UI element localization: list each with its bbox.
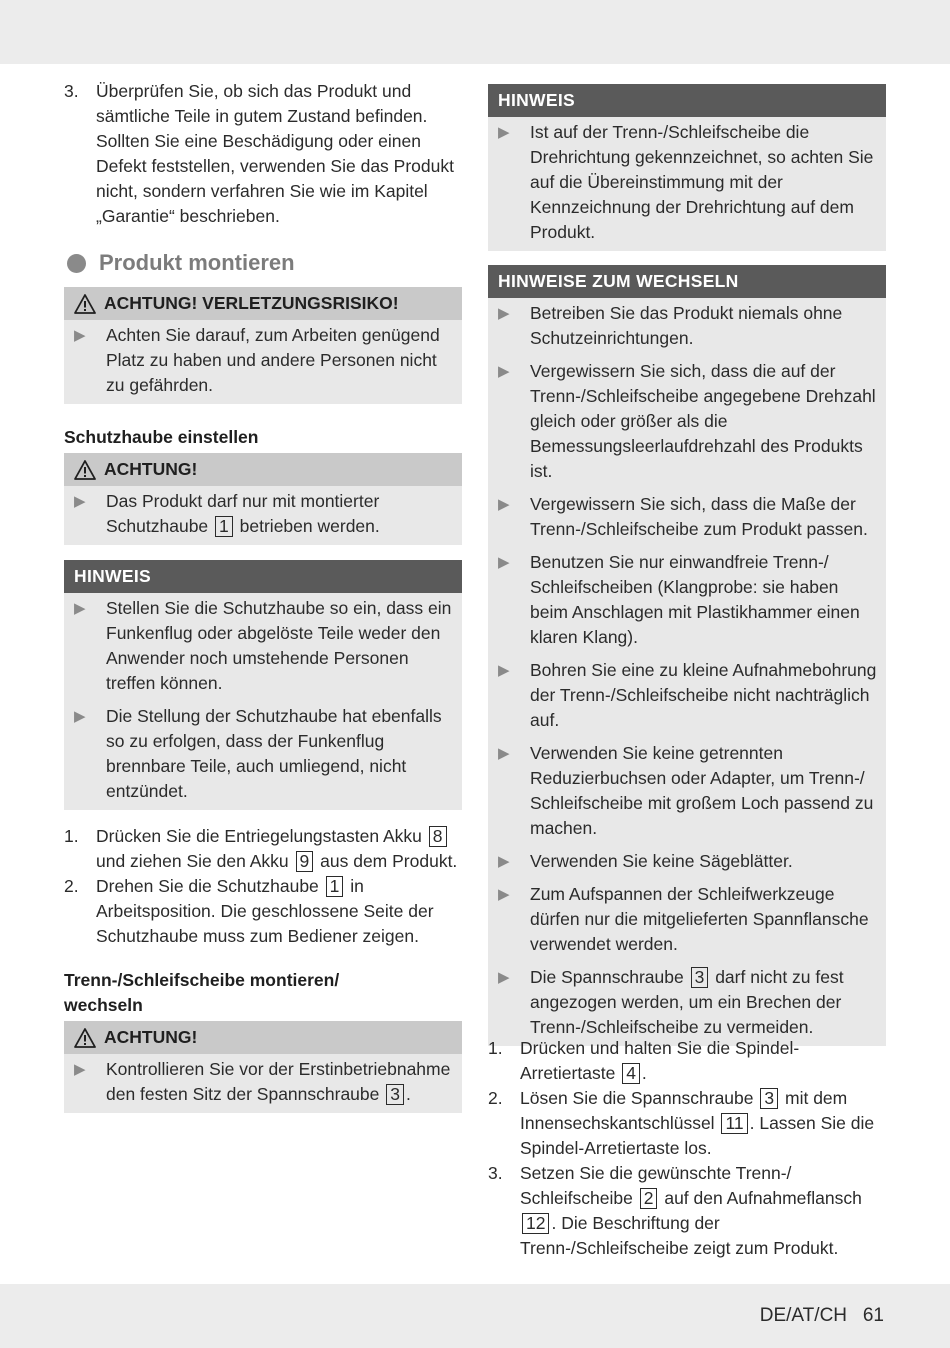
- list-item: 1. Drücken Sie die Entriegelungstasten Akku 8 und ziehen Sie den Akku 9 aus dem Produkt.: [64, 826, 458, 871]
- warning-box-disc: [64, 1021, 462, 1113]
- step-number: 3.: [64, 81, 79, 101]
- warning-title: ACHTUNG! VERLETZUNGSRISIKO!: [104, 293, 399, 313]
- warning-text: Das Produkt darf nur mit montierter Schutzhaube 1 betrieben werden.: [106, 491, 380, 536]
- warning-header: [64, 287, 462, 320]
- list-item: ▶ Betreiben Sie das Produkt niemals ohne Schutzeinrichtungen.: [498, 301, 878, 351]
- list-item: [74, 704, 454, 804]
- bullet-dot-icon: [67, 254, 86, 273]
- arrow-bullet-icon: ▶: [498, 305, 510, 322]
- list-item: ▶ Benutzen Sie nur einwandfreie Trenn-/ Schleifscheiben (Klangprobe: sie haben beim Anschlagen mit Plastikhammer einen klaren Klang).: [498, 550, 878, 650]
- warning-header: [64, 453, 462, 486]
- warning-title: ACHTUNG!: [104, 459, 198, 479]
- note-body: [64, 593, 462, 810]
- part-ref: 3: [691, 967, 709, 988]
- note-body: [488, 117, 886, 251]
- note-text: Die Stellung der Schutzhaube hat ebenfalls so zu erfolgen, dass der Funkenflug brennbare Teile, auch umliegend, nicht entzündet.: [106, 706, 442, 801]
- page-number: 61: [862, 1305, 884, 1326]
- note-header: HINWEISE ZUM WECHSELN: [488, 265, 886, 298]
- subheading-disc: Trenn-/Schleifscheibe montieren/ wechseln: [64, 970, 340, 1015]
- note-box-rotation: [488, 84, 886, 251]
- list-item: ▶ Bohren Sie eine zu kleine Aufnahmebohrung der Trenn-/Schleifscheibe nicht nachträglich auf.: [498, 658, 878, 733]
- note-box-changing: [488, 265, 886, 1046]
- footer-region: DE/AT/CH: [759, 1305, 848, 1326]
- guard-step-list: [64, 824, 462, 949]
- note-text: Stellen Sie die Schutzhaube so ein, dass ein Funkenflug oder abgelöste Teile weder den Anwender noch umstehende Personen treffen können.: [106, 598, 452, 693]
- note-header: HINWEIS: [64, 560, 462, 593]
- part-ref: 4: [622, 1063, 640, 1084]
- arrow-bullet-icon: ▶: [498, 745, 510, 762]
- note-text: Ist auf der Trenn-/Schleifscheibe die Drehrichtung gekennzeichnet, so achten Sie auf die Übereinstimmung mit der Kennzeichnung der Drehrichtung auf dem Produkt.: [530, 122, 874, 242]
- top-bar: [0, 0, 950, 64]
- arrow-bullet-icon: ▶: [74, 327, 86, 344]
- arrow-bullet-icon: ▶: [498, 969, 510, 986]
- list-item: 2. Lösen Sie die Spannschraube 3 mit dem Innensechskantschlüssel 11 . Lassen Sie die Spindel-Arretiertaste los.: [488, 1088, 875, 1158]
- part-ref: 11: [721, 1113, 747, 1134]
- subheading-guard: Schutzhaube einstellen: [64, 427, 259, 447]
- warning-body: [64, 1054, 462, 1113]
- list-item: [74, 1057, 454, 1107]
- note-header: HINWEIS: [488, 84, 886, 117]
- disc-step-list: [488, 1036, 886, 1261]
- intro-step-list: [64, 79, 462, 229]
- arrow-bullet-icon: ▶: [74, 708, 86, 725]
- warning-triangle-icon: [74, 294, 96, 314]
- warning-triangle-icon: [74, 1028, 96, 1048]
- list-item: ▶ Verwenden Sie keine Sägeblätter.: [498, 849, 878, 874]
- arrow-bullet-icon: ▶: [498, 496, 510, 513]
- list-item: [64, 79, 462, 229]
- arrow-bullet-icon: ▶: [498, 886, 510, 903]
- list-item: ▶ Zum Aufspannen der Schleifwerkzeuge dürfen nur die mitgelieferten Spannflansche verwendet werden.: [498, 882, 878, 957]
- section-heading: [64, 250, 295, 276]
- part-ref: 2: [640, 1188, 658, 1209]
- note-box-guard: [64, 560, 462, 810]
- list-item: 3. Setzen Sie die gewünschte Trenn-/ Schleifscheibe 2 auf den Aufnahmeflansch 12 . Die Beschriftung der Trenn-/Schleifscheibe zeigt zum Produkt.: [488, 1163, 862, 1258]
- warning-body: [64, 486, 462, 545]
- warning-header: [64, 1021, 462, 1054]
- list-item: ▶ Vergewissern Sie sich, dass die Maße der Trenn-/Schleifscheibe zum Produkt passen.: [498, 492, 878, 542]
- part-ref: 3: [386, 1084, 404, 1105]
- list-item: [498, 120, 878, 245]
- part-ref: 8: [429, 826, 447, 847]
- arrow-bullet-icon: ▶: [74, 1061, 86, 1078]
- arrow-bullet-icon: ▶: [498, 124, 510, 141]
- warning-triangle-icon: [74, 460, 96, 480]
- part-ref: 1: [215, 516, 233, 537]
- step-text: Überprüfen Sie, ob sich das Produkt und sämtliche Teile in gutem Zustand befinden. Sollten Sie eine Beschädigung oder einen Defekt feststellen, verwenden Sie das Produkt nicht, sondern verfahren Sie wie im Kapitel „Garantie“ beschrieben.: [96, 81, 454, 226]
- page-footer: [760, 1305, 884, 1327]
- arrow-bullet-icon: ▶: [74, 493, 86, 510]
- arrow-bullet-icon: ▶: [498, 554, 510, 571]
- list-item: [74, 596, 454, 696]
- arrow-bullet-icon: ▶: [498, 853, 510, 870]
- list-item: ▶ Vergewissern Sie sich, dass die auf der Trenn-/Schleifscheibe angegebene Drehzahl gleich oder größer als die Bemessungsleerlaufdrehzahl des Produkts ist.: [498, 359, 878, 484]
- list-item: 1. Drücken und halten Sie die Spindel-Arretiertaste 4 .: [488, 1038, 800, 1083]
- part-ref: 9: [296, 851, 314, 872]
- list-item: [74, 489, 454, 539]
- list-item: 2. Drehen Sie die Schutzhaube 1 in Arbeitsposition. Die geschlossene Seite der Schutzhaube muss zum Bediener zeigen.: [64, 876, 434, 946]
- warning-text: Achten Sie darauf, zum Arbeiten genügend Platz zu haben und andere Personen nicht zu gefährden.: [106, 325, 440, 395]
- arrow-bullet-icon: ▶: [498, 363, 510, 380]
- list-item: ▶ Die Spannschraube 3 darf nicht zu fest angezogen werden, um ein Brechen der Trenn-/Schleifscheibe zu vermeiden.: [498, 965, 878, 1040]
- list-item: ▶ Verwenden Sie keine getrennten Reduzierbuchsen oder Adapter, um Trenn-/ Schleifscheibe mit großem Loch passend zu machen.: [498, 741, 878, 841]
- warning-box-injury: [64, 287, 462, 404]
- note-body: [488, 298, 886, 1046]
- warning-text: Kontrollieren Sie vor der Erstinbetriebnahme den festen Sitz der Spannschraube 3 .: [106, 1059, 451, 1104]
- part-ref: 12: [522, 1213, 549, 1234]
- warning-body: [64, 320, 462, 404]
- list-item: [74, 323, 454, 398]
- arrow-bullet-icon: ▶: [498, 662, 510, 679]
- part-ref: 3: [760, 1088, 778, 1109]
- warning-title: ACHTUNG!: [104, 1027, 198, 1047]
- part-ref: 1: [326, 876, 344, 897]
- arrow-bullet-icon: ▶: [74, 600, 86, 617]
- warning-box-guard: [64, 453, 462, 545]
- section-title: Produkt montieren: [99, 250, 295, 275]
